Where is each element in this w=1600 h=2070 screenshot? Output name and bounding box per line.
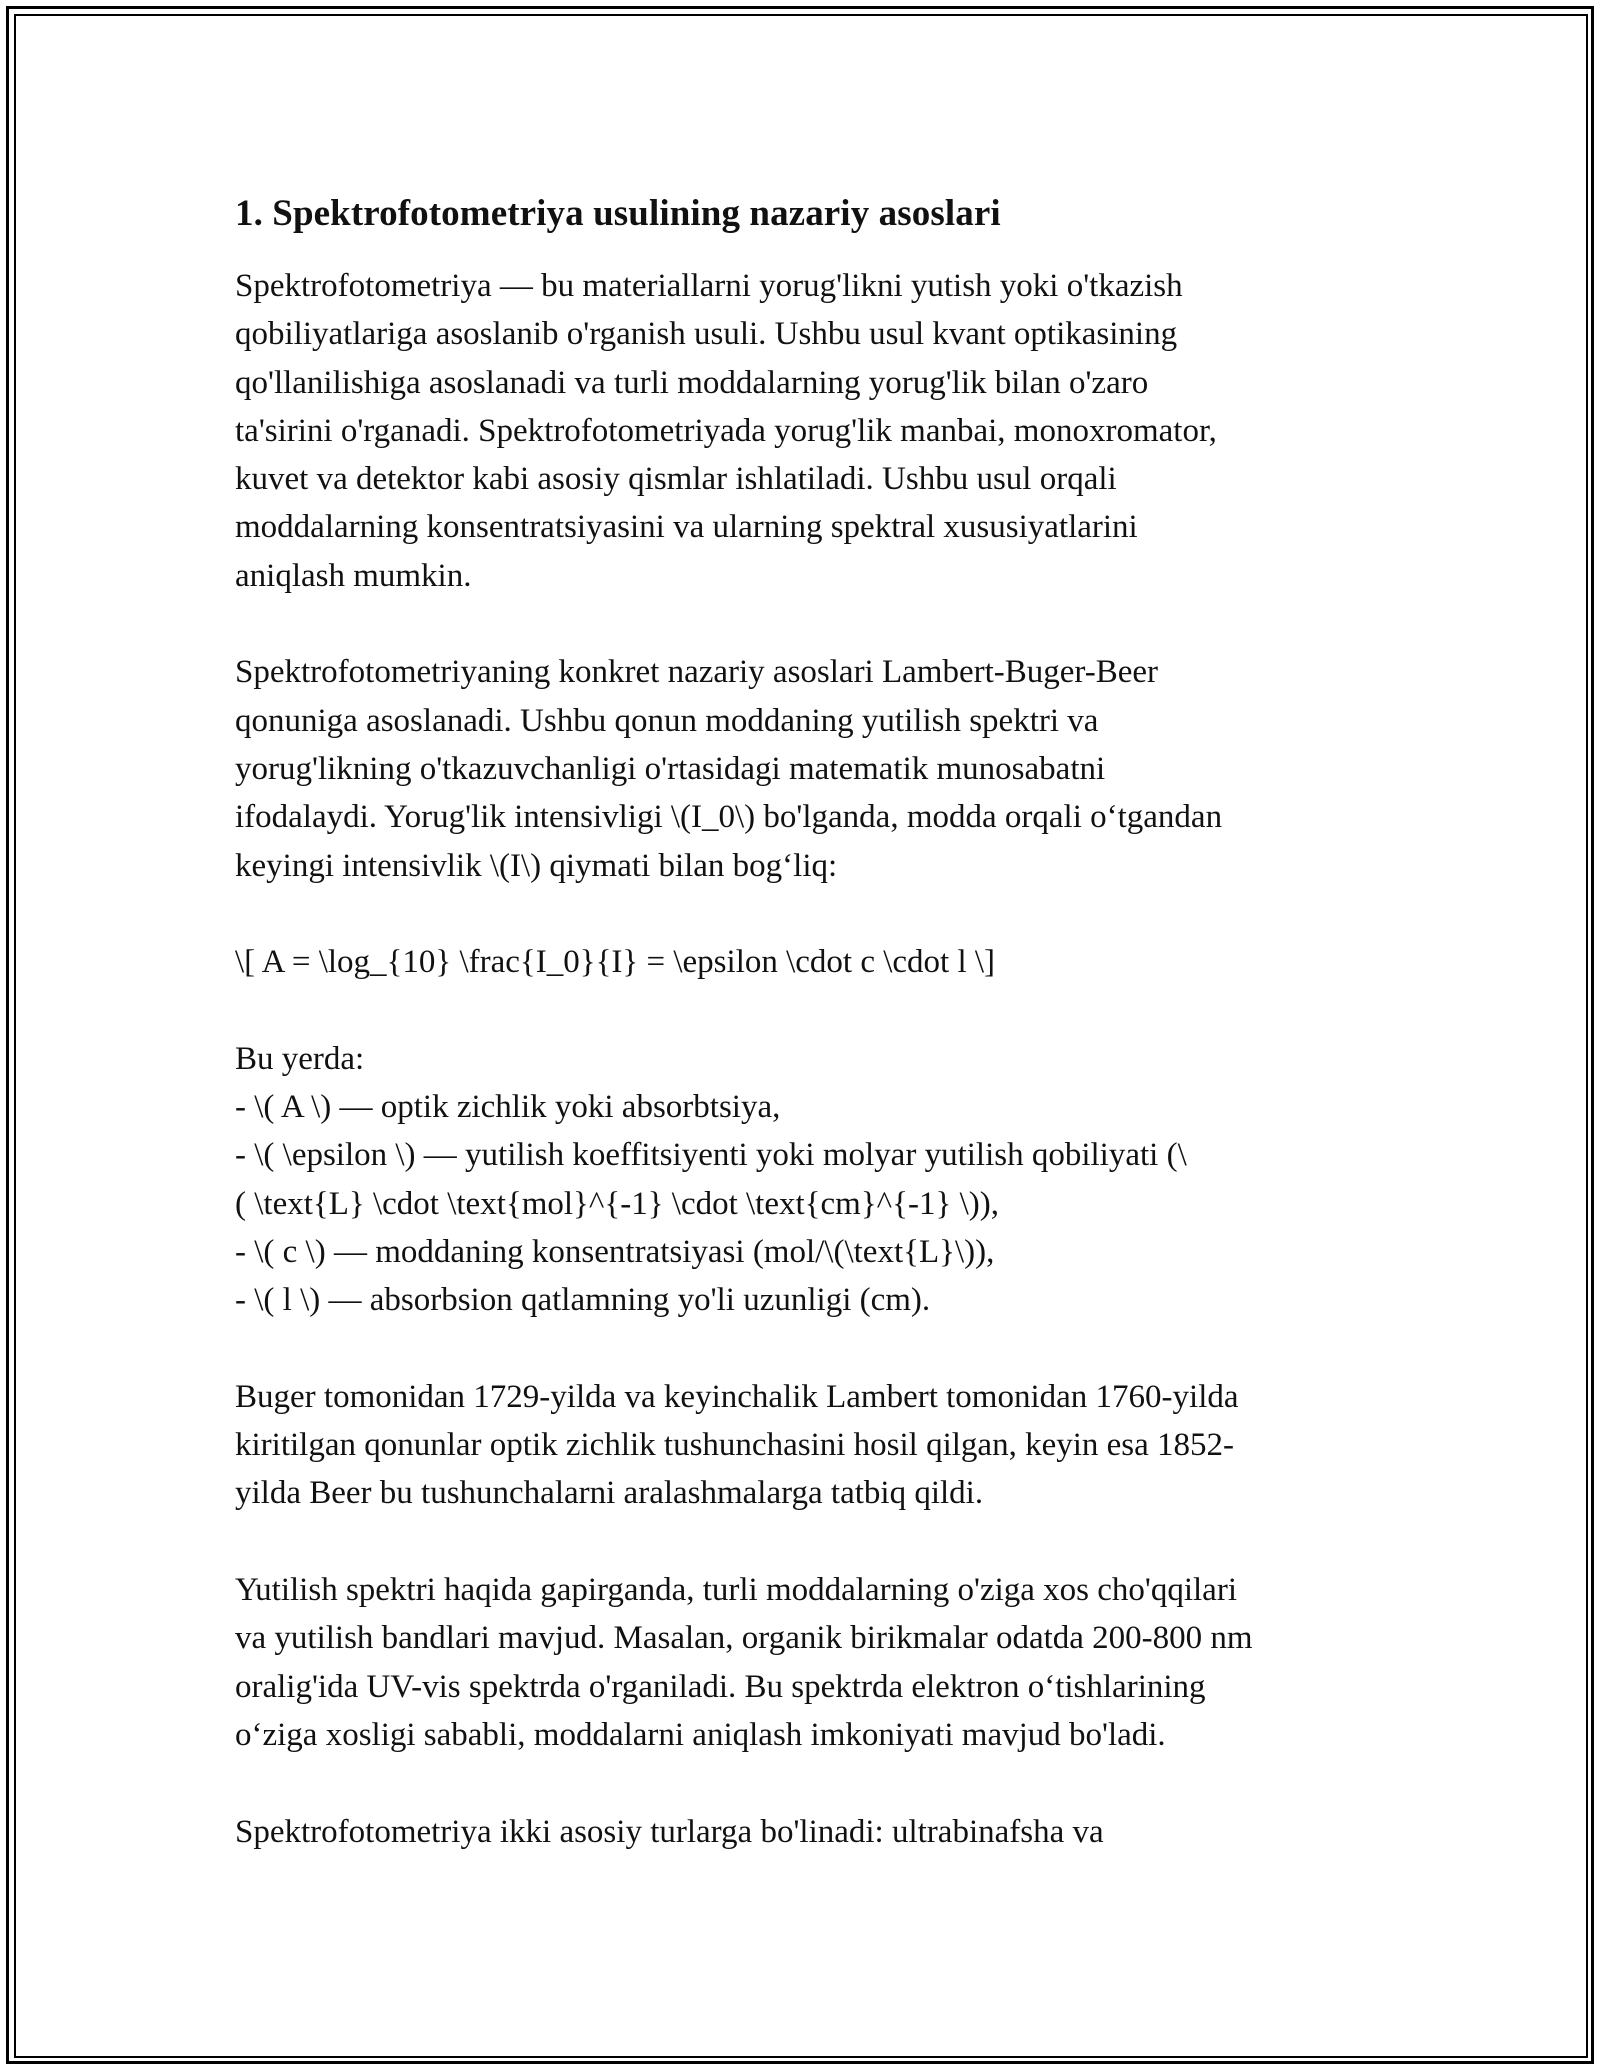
paragraph-absorption-spectrum: Yutilish spektri haqida gapirganda, turli moddalarning o'ziga xos cho'qqilari va yutilish bandlari mavjud. Masalan, organik birikmalar odatda 200-800 nm oralig'ida UV-vis spektrda o'rganiladi. Bu spektrda elektron o‘tishlarining o‘ziga xosligi sababli, moddalarni aniqlash imkoniyati mavjud bo'ladi. xyxy=(235,1572,1253,1753)
definitions-list xyxy=(235,1035,1380,1325)
definition-item: - \( A \) — optik zichlik yoki absorbtsiya, xyxy=(235,1089,781,1126)
where-label: Bu yerda: xyxy=(235,1040,365,1077)
paragraph-lambert-beer: Spektrofotometriyaning konkret nazariy asoslari Lambert-Buger-Beer qonuniga asoslanadi. Ushbu qonun moddaning yutilish spektri va yorug'likning o'tkazuvchanligi o'rtasidagi matematik munosabatni ifodalaydi. Yorug'lik intensivligi \(I_0\) bo'lganda, modda orqali o‘tgandan keyingi intensivlik \(I\) qiymati bilan bog‘liq: xyxy=(235,654,1223,884)
paragraph-types: Spektrofotometriya ikki asosiy turlarga bo'linadi: ultrabinafsha va xyxy=(235,1813,1104,1850)
paragraph-intro: Spektrofotometriya — bu materiallarni yorug'likni yutish yoki o'tkazish qobiliyatlariga asoslanib o'rganish usuli. Ushbu usul kvant optikasining qo'llanilishiga asoslanadi va turli moddalarning yorug'lik bilan o'zaro ta'sirini o'rganadi. Spektrofotometriyada yorug'lik manbai, monoxromator, kuvet va detektor kabi asosiy qismlar ishlatiladi. Ushbu usul orqali moddalarning konsentratsiyasini va ularning spektral xususiyatlarini aniqlash mumkin. xyxy=(235,268,1217,594)
formula-absorbance: \[ A = \log_{10} \frac{I_0}{I} = \epsilon \cdot c \cdot l \] xyxy=(235,944,996,981)
paragraph-history: Buger tomonidan 1729-yilda va keyinchalik Lambert tomonidan 1760-yilda kiritilgan qonunlar optik zichlik tushunchasini hosil qilgan, keyin esa 1852- yilda Beer bu tushunchalarni aralashmalarga tatbiq qildi. xyxy=(235,1378,1239,1512)
definition-item: - \( \epsilon \) — yutilish koeffitsiyenti yoki molyar yutilish qobiliyati (\ ( \text{L} \cdot \text{mol}^{-1} \cdot \text{cm}^{-1} \)), xyxy=(235,1137,1187,1222)
definition-item: - \( c \) — moddaning konsentratsiyasi (mol/\(\text{L}\)), xyxy=(235,1233,995,1270)
section-title: 1. Spektrofotometriya usulining nazariy asoslari xyxy=(235,193,1001,234)
definition-item: - \( l \) — absorbsion qatlamning yo'li uzunligi (cm). xyxy=(235,1282,931,1319)
document-body xyxy=(235,188,1380,1904)
